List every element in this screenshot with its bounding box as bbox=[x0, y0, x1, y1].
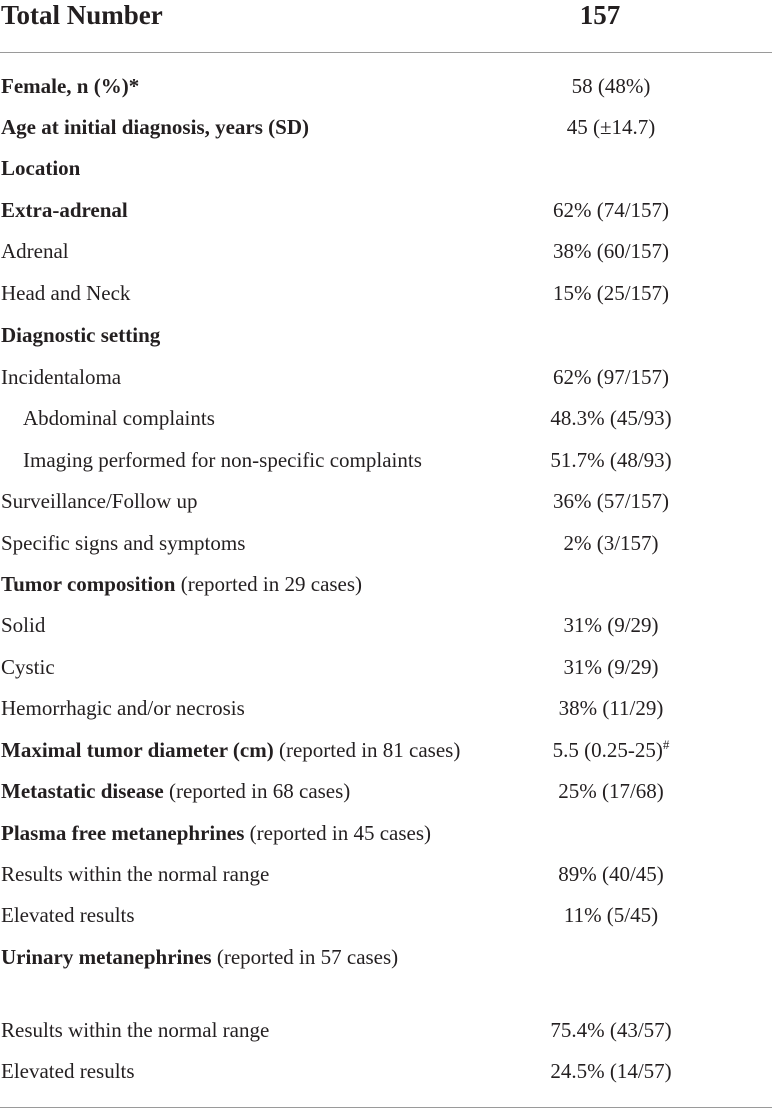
footnote-mark: # bbox=[662, 737, 670, 752]
row-value: 24.5% (14/57) bbox=[550, 1059, 672, 1083]
row-label: Tumor composition (reported in 29 cases) bbox=[1, 572, 363, 596]
row-label: Head and Neck bbox=[1, 281, 131, 305]
table-row bbox=[0, 481, 772, 522]
row-label: Age at initial diagnosis, years (SD) bbox=[1, 115, 310, 139]
table-row bbox=[0, 1051, 772, 1092]
row-value: 38% (11/29) bbox=[558, 696, 664, 720]
table-row bbox=[0, 523, 772, 564]
table-row bbox=[0, 107, 772, 148]
table-row bbox=[0, 771, 772, 812]
table-row bbox=[0, 1010, 772, 1051]
row-label: Abdominal complaints bbox=[23, 406, 215, 430]
table-row bbox=[0, 730, 772, 771]
row-value: 11% (5/45) bbox=[563, 903, 659, 927]
table-row bbox=[0, 440, 772, 481]
table-row bbox=[0, 605, 772, 646]
table-header bbox=[0, 0, 772, 53]
row-value: 31% (9/29) bbox=[563, 613, 659, 637]
table-row bbox=[0, 895, 772, 936]
row-label: Adrenal bbox=[1, 239, 69, 263]
row-value: 5.5 (0.25-25)# bbox=[552, 737, 670, 762]
table-row bbox=[0, 148, 772, 189]
row-label: Imaging performed for non-specific complaints bbox=[23, 448, 422, 472]
row-label: Location bbox=[1, 156, 81, 180]
header-total: 157 bbox=[579, 0, 621, 30]
table-row bbox=[0, 647, 772, 688]
row-value: 38% (60/157) bbox=[552, 239, 670, 263]
row-label: Incidentaloma bbox=[1, 365, 122, 389]
table-row bbox=[0, 273, 772, 314]
table-row bbox=[0, 357, 772, 398]
table-row bbox=[0, 937, 772, 978]
row-label: Plasma free metanephrines (reported in 45 cases) bbox=[1, 821, 431, 845]
row-value: 15% (25/157) bbox=[552, 281, 670, 305]
row-value: 89% (40/45) bbox=[558, 862, 664, 886]
header-label: Total Number bbox=[1, 0, 163, 30]
row-label: Diagnostic setting bbox=[1, 323, 161, 347]
row-value: 2% (3/157) bbox=[563, 531, 659, 555]
table-row bbox=[0, 315, 772, 356]
table-row bbox=[0, 231, 772, 272]
table-row bbox=[0, 190, 772, 231]
row-value: 31% (9/29) bbox=[563, 655, 659, 679]
row-label: Solid bbox=[1, 613, 46, 637]
row-value: 51.7% (48/93) bbox=[550, 448, 672, 472]
table-row bbox=[0, 66, 772, 107]
row-label: Results within the normal range bbox=[1, 1018, 270, 1042]
row-label: Metastatic disease (reported in 68 cases) bbox=[1, 779, 351, 803]
row-label: Elevated results bbox=[1, 1059, 135, 1083]
row-label: Cystic bbox=[1, 655, 55, 679]
row-value: 58 (48%) bbox=[571, 74, 651, 98]
row-label: Results within the normal range bbox=[1, 862, 270, 886]
table-row bbox=[0, 813, 772, 854]
table-row bbox=[0, 398, 772, 439]
row-value: 45 (±14.7) bbox=[566, 115, 656, 139]
row-value: 25% (17/68) bbox=[558, 779, 664, 803]
table-row bbox=[0, 564, 772, 605]
row-value: 36% (57/157) bbox=[552, 489, 670, 513]
row-label: Hemorrhagic and/or necrosis bbox=[1, 696, 245, 720]
row-label: Elevated results bbox=[1, 903, 135, 927]
row-value: 75.4% (43/57) bbox=[550, 1018, 672, 1042]
row-label: Female, n (%)* bbox=[1, 74, 140, 98]
table-row bbox=[0, 854, 772, 895]
bottom-rule bbox=[0, 1107, 772, 1108]
row-label: Urinary metanephrines (reported in 57 cases) bbox=[1, 945, 399, 969]
row-value: 62% (97/157) bbox=[552, 365, 670, 389]
row-label: Extra-adrenal bbox=[1, 198, 128, 222]
row-label: Specific signs and symptoms bbox=[1, 531, 246, 555]
row-value: 48.3% (45/93) bbox=[550, 406, 672, 430]
table-row bbox=[0, 688, 772, 729]
row-value: 62% (74/157) bbox=[552, 198, 670, 222]
row-label: Surveillance/Follow up bbox=[1, 489, 198, 513]
row-label: Maximal tumor diameter (cm) (reported in 81 cases) bbox=[1, 738, 461, 762]
